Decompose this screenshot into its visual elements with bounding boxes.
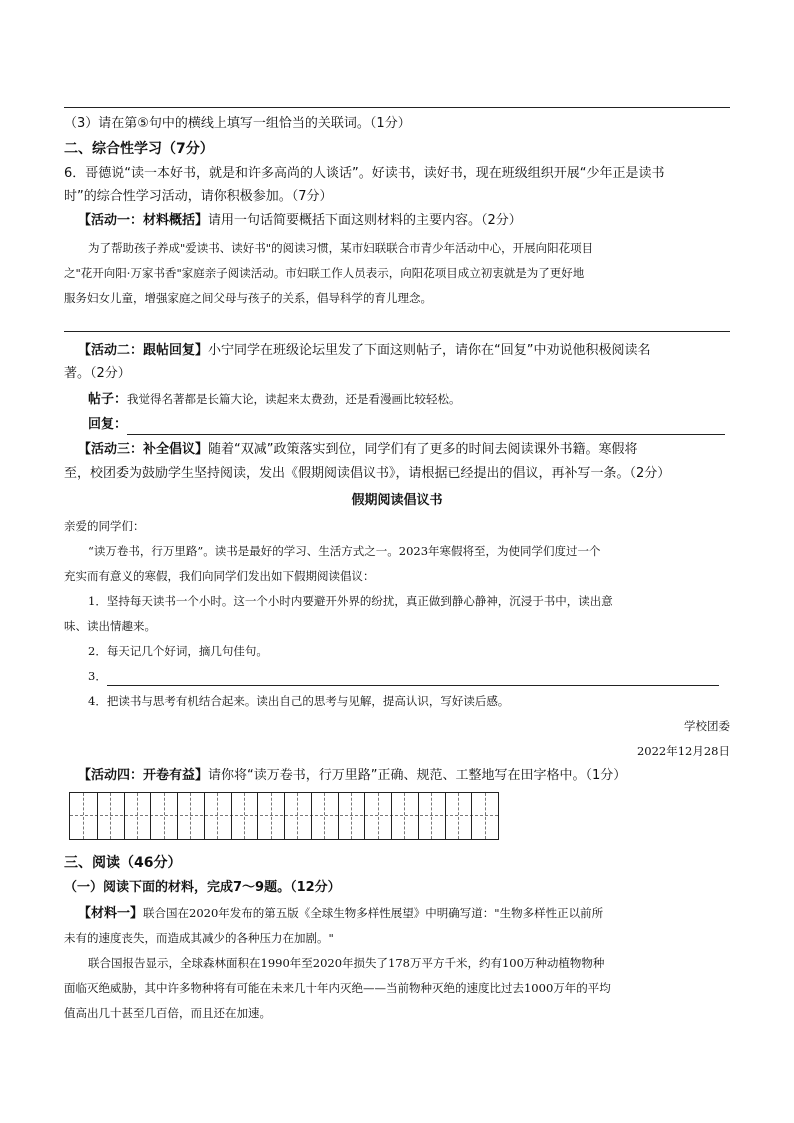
post-text: 我觉得名著都是长篇大论，读起来太费劲，还是看漫画比较轻松。 <box>127 392 461 406</box>
activity-1-material-3: 服务妇女儿童，增强家庭之间父母与孩子的关系，倡导科学的育儿理念。 <box>64 291 432 305</box>
proposal-intro-1: “读万卷书，行万里路”。读书是最好的学习、生活方式之一。2023年寒假将至，为使同学们度过一个 <box>88 544 601 558</box>
proposal-item-4: 4．把读书与思考有机结合起来。读出自己的思考与见解，提高认识，写好读后感。 <box>88 694 510 708</box>
activity-2-post <box>88 389 461 410</box>
material-1-line-2: 未有的速度丧失，而造成其减少的各种压力在加剧。" <box>64 931 334 945</box>
material-1-line-1 <box>78 903 603 924</box>
activity-1-material-2: 之"花开向阳·万家书香"家庭亲子阅读活动。市妇联工作人员表示，向阳花项目成立初衷就是为了更好地 <box>64 266 585 280</box>
proposal-item-1a: 1．坚持每天读书一个小时。这一个小时内要避开外界的纷扰，真正做到静心静神，沉浸于书中，读出意 <box>88 594 613 608</box>
grid-cell-guide <box>378 793 379 839</box>
reply-answer-line[interactable] <box>127 418 725 435</box>
activity-2-reply <box>88 415 725 435</box>
top-rule <box>64 107 730 108</box>
reply-label: 回复： <box>88 417 128 432</box>
proposal-item-3-answer-line[interactable] <box>107 669 719 686</box>
activity-4-prompt <box>78 766 626 786</box>
proposal-item-2: 2．每天记几个好词，摘几句佳句。 <box>88 644 268 658</box>
grid-cell-guide <box>404 793 405 839</box>
question-6-line2: 时”的综合性学习活动，请你积极参加。（7分） <box>64 189 333 204</box>
proposal-title: 假期阅读倡议书 <box>351 493 443 508</box>
material-1-para2-2: 面临灭绝威胁，其中许多物种将有可能在未来几十年内灭绝——当前物种灭绝的速度比过去1000万年的平均 <box>64 981 611 995</box>
material-1-label: 【材料一】 <box>78 906 144 921</box>
question-6-line1: 6．哥德说“读一本好书，就是和许多高尚的人谈话”。好读书，读好书，现在班级组织开展“少年正是读书 <box>64 166 665 181</box>
grid-cell-guide <box>110 793 111 839</box>
tianzige-writing-grid[interactable] <box>69 792 499 840</box>
proposal-item-3 <box>88 666 719 686</box>
proposal-date: 2022年12月28日 <box>636 744 730 758</box>
proposal-signer: 学校团委 <box>684 719 730 733</box>
proposal-intro-2: 充实而有意义的寒假，我们向同学们发出如下假期阅读倡议： <box>64 569 375 583</box>
activity-1-answer-line[interactable] <box>64 331 730 332</box>
activity-1-text: 请用一句话简要概括下面这则材料的主要内容。（2分） <box>208 213 522 228</box>
activity-4-text: 请你将“读万卷书，行万里路”正确、规范、工整地写在田字格中。（1分） <box>208 768 627 783</box>
activity-1-material-1: 为了帮助孩子养成"爱读书、读好书"的阅读习惯，某市妇联联合市青少年活动中心，开展向阳花项目 <box>88 241 594 255</box>
section-3-sub-1: （一）阅读下面的材料，完成7～9题。（12分） <box>64 880 341 895</box>
grid-cell-guide <box>485 793 486 839</box>
grid-cell-guide <box>217 793 218 839</box>
grid-cell-guide <box>458 793 459 839</box>
activity-1-label: 【活动一：材料概括】 <box>78 213 209 228</box>
grid-cell-guide <box>351 793 352 839</box>
proposal-greeting: 亲爱的同学们： <box>64 519 145 533</box>
activity-3-text: 随着“双减”政策落实到位，同学们有了更多的时间去阅读课外书籍。寒假将 <box>208 442 638 457</box>
activity-3-prompt-1 <box>78 440 638 460</box>
activity-1-prompt <box>78 211 522 231</box>
activity-3-label: 【活动三：补全倡议】 <box>78 442 209 457</box>
activity-3-prompt-2: 至，校团委为鼓励学生坚持阅读，发出《假期阅读倡议书》，请根据已经提出的倡议，再补写一条。（2分） <box>64 466 671 481</box>
grid-cell-guide <box>324 793 325 839</box>
post-label: 帖子： <box>88 392 128 407</box>
grid-cell-guide <box>271 793 272 839</box>
material-1-para2-3: 值高出几十甚至几百倍，而且还在加速。 <box>64 1006 271 1020</box>
grid-cell-guide <box>244 793 245 839</box>
grid-cell-guide <box>137 793 138 839</box>
activity-2-prompt-1 <box>78 341 651 361</box>
activity-2-label: 【活动二：跟帖回复】 <box>78 343 209 358</box>
grid-cell-guide <box>83 793 84 839</box>
material-1-para2-1: 联合国报告显示，全球森林面积在1990年至2020年损失了178万平方千米，约有100万种动植物物种 <box>88 956 605 970</box>
activity-4-label: 【活动四：开卷有益】 <box>78 768 209 783</box>
material-1-text-1: 联合国在2020年发布的第五版《全球生物多样性展望》中明确写道："生物多样性正以前所 <box>143 906 604 920</box>
question-3: （3）请在第⑤句中的横线上填写一组恰当的关联词。（1分） <box>64 116 411 131</box>
grid-cell-guide <box>297 793 298 839</box>
activity-2-text: 小宁同学在班级论坛里发了下面这则帖子，请你在“回复”中劝说他积极阅读名 <box>208 343 651 358</box>
proposal-item-1b: 味、读出情趣来。 <box>64 619 156 633</box>
grid-cell-guide <box>190 793 191 839</box>
grid-cell-guide <box>431 793 432 839</box>
section-3-title: 三、阅读（46分） <box>64 855 182 871</box>
grid-cell-guide <box>164 793 165 839</box>
proposal-item-3-number: 3． <box>88 669 107 683</box>
activity-2-prompt-2: 著。（2分） <box>64 366 131 381</box>
section-2-title: 二、综合性学习（7分） <box>64 141 214 157</box>
